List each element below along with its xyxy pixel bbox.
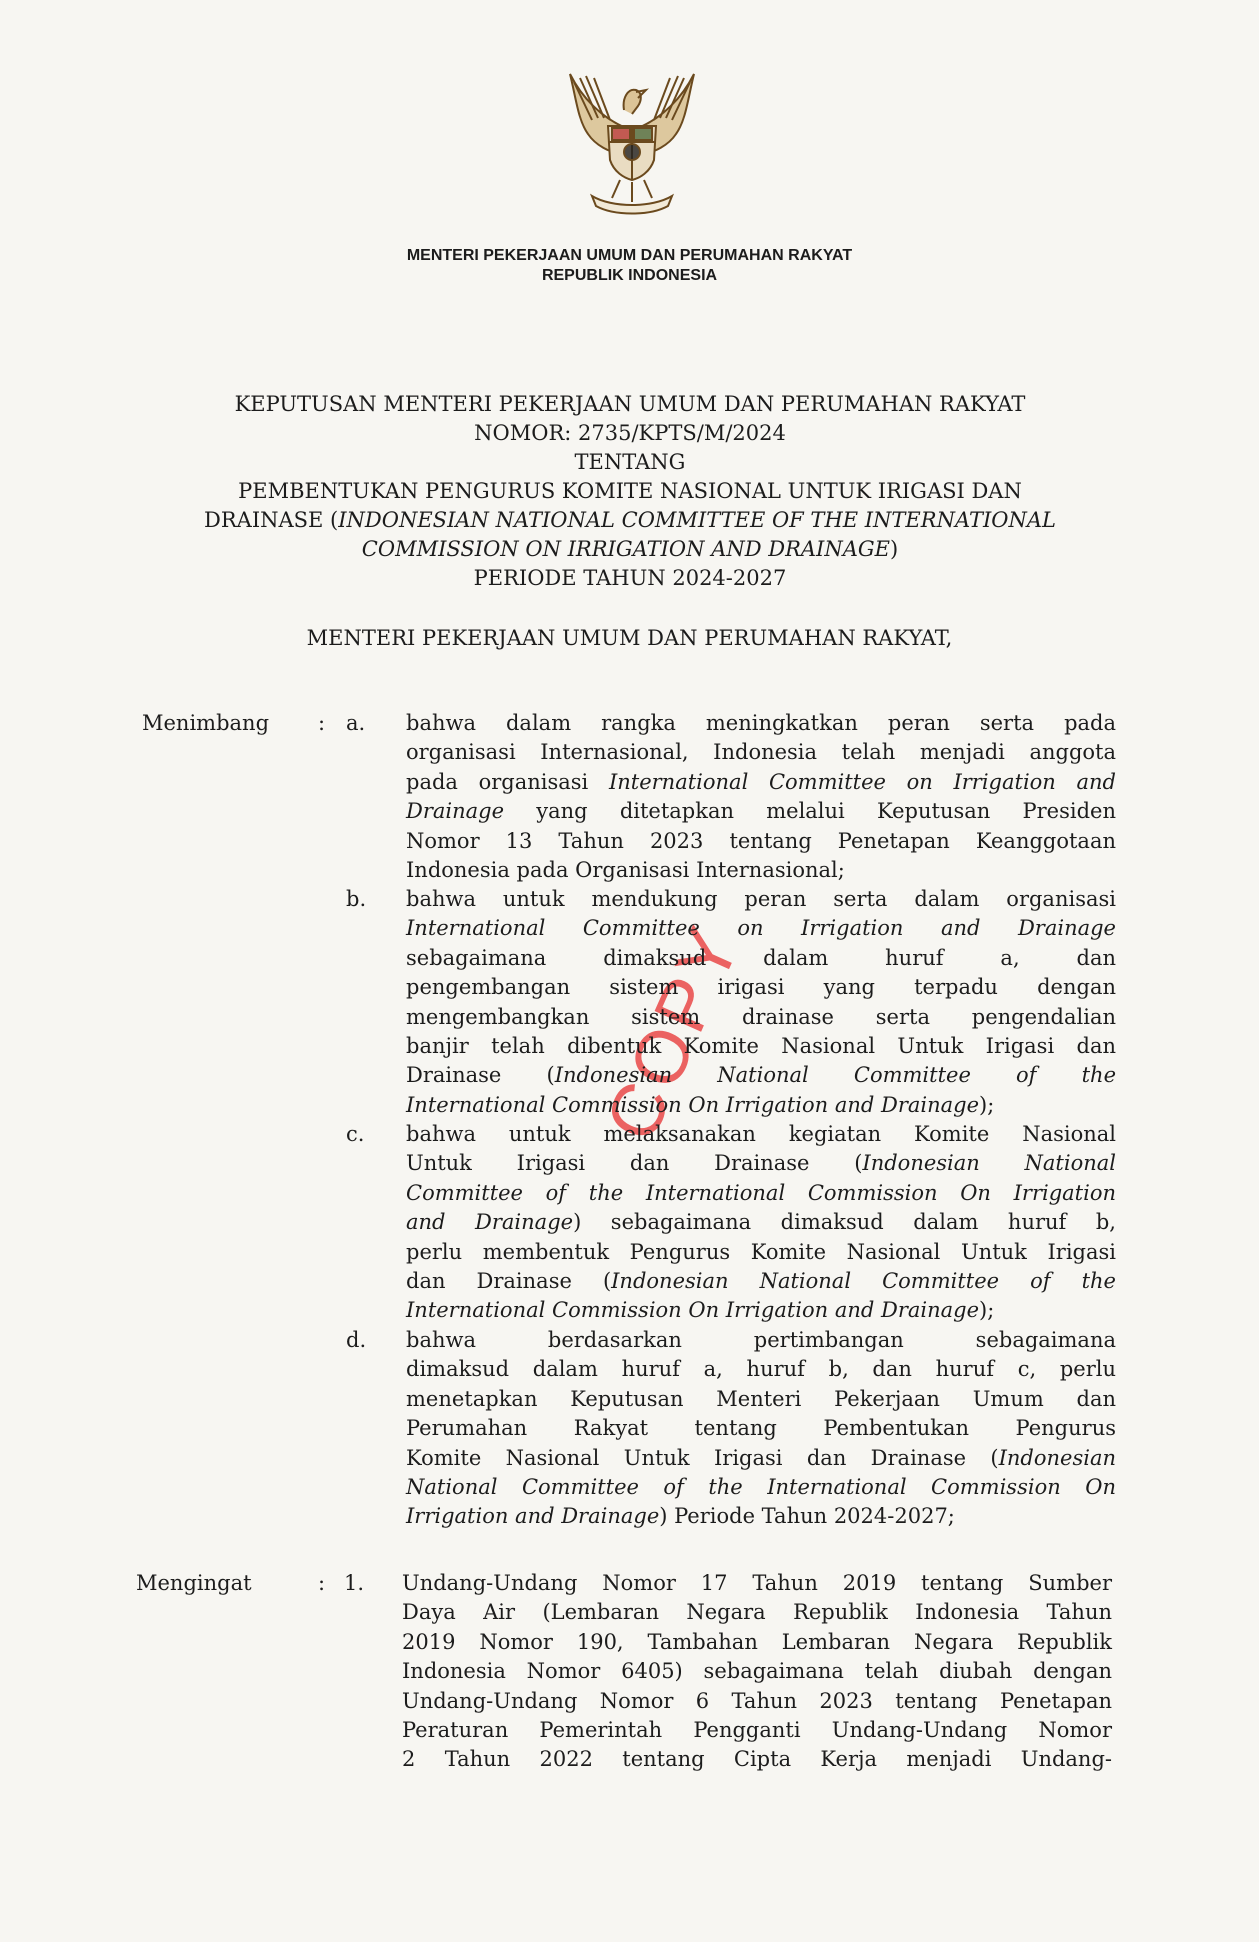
text-line: mengembangkan sistem drainase serta pengendalian xyxy=(406,1004,1116,1029)
text-part: ); xyxy=(979,1298,995,1323)
text-line: 2 Tahun 2022 tentang Cipta Kerja menjadi Undang- xyxy=(402,1747,1112,1772)
text-line xyxy=(406,1267,1116,1296)
item-marker: b. xyxy=(346,887,367,911)
title-line: PEMBENTUKAN PENGURUS KOMITE NASIONAL UNTUK IRIGASI DAN xyxy=(238,479,1022,503)
text-italic: International Committee on Irrigation and xyxy=(608,769,1116,794)
text-italic: Drainage xyxy=(406,799,505,824)
text-part: Komite Nasional Untuk Irigasi dan Drainase ( xyxy=(406,1445,999,1470)
text-line: dimaksud dalam huruf a, huruf b, dan huruf c, perlu xyxy=(406,1357,1116,1382)
item-text xyxy=(406,1326,1116,1532)
text-italic: Indonesian National Committee of the xyxy=(611,1269,1116,1294)
text-part: Untuk Irigasi dan Drainase ( xyxy=(406,1151,863,1176)
text-line: bahwa untuk melaksanakan kegiatan Komite Nasional xyxy=(406,1122,1116,1146)
text-line: banjir telah dibentuk Komite Nasional Untuk Irigasi dan xyxy=(406,1034,1116,1059)
text-line xyxy=(406,1179,1116,1208)
text-line: Indonesia pada Organisasi Internasional; xyxy=(406,858,845,883)
text-line xyxy=(406,1296,1116,1325)
text-part: ) Periode Tahun 2024-2027; xyxy=(659,1504,955,1529)
text-line: Undang-Undang Nomor 17 Tahun 2019 tentang Sumber xyxy=(402,1571,1112,1595)
ministry-name: MENTERI PEKERJAAN UMUM DAN PERUMAHAN RAKYAT xyxy=(406,247,853,264)
text-line xyxy=(406,1149,1116,1178)
ministry-header xyxy=(0,246,1259,286)
text-line: 2019 Nomor 190, Tambahan Lembaran Negara Republik xyxy=(402,1629,1112,1654)
section-colon: : xyxy=(318,711,326,735)
text-line xyxy=(406,1502,1116,1531)
text-line: bahwa berdasarkan pertimbangan sebagaimana xyxy=(406,1328,1116,1352)
copy-watermark: COPY xyxy=(589,912,757,1153)
title-about: TENTANG xyxy=(574,450,686,474)
item-text xyxy=(406,709,1116,885)
title-period: PERIODE TAHUN 2024-2027 xyxy=(473,566,787,590)
decree-number: NOMOR: 2735/KPTS/M/2024 xyxy=(474,421,786,445)
item-marker: a. xyxy=(346,711,366,735)
text-italic: International Commission On Irrigation and Drainage xyxy=(406,1298,980,1323)
text-line xyxy=(406,1444,1116,1473)
text-italic: and Drainage xyxy=(406,1210,574,1235)
section-label: Menimbang xyxy=(142,711,270,735)
text-italic: Irrigation and Drainage xyxy=(406,1504,660,1529)
item-marker: 1. xyxy=(344,1571,365,1595)
text-italic: National Committee of the International Commission On xyxy=(406,1475,1116,1500)
text-part: ); xyxy=(979,1092,995,1117)
text-line: Daya Air (Lembaran Negara Republik Indonesia Tahun xyxy=(402,1600,1112,1625)
section-label: Mengingat xyxy=(136,1571,252,1595)
text-line: bahwa untuk mendukung peran serta dalam organisasi xyxy=(406,887,1116,911)
text-part: pada organisasi xyxy=(406,769,609,794)
text-italic: International Commission On Irrigation and Drainage xyxy=(406,1092,980,1117)
text-line xyxy=(406,1473,1116,1502)
text-line: Peraturan Pemerintah Pengganti Undang-Undang Nomor xyxy=(402,1718,1112,1743)
text-line xyxy=(406,1208,1116,1237)
decree-title xyxy=(110,390,1150,593)
text-italic: Indonesian National Committee of the xyxy=(554,1063,1116,1088)
text-line: organisasi Internasional, Indonesia telah menjadi anggota xyxy=(406,740,1116,765)
item-text xyxy=(402,1569,1112,1775)
minister-line: MENTERI PEKERJAAN UMUM DAN PERUMAHAN RAKYAT, xyxy=(306,626,953,650)
garuda-emblem-icon xyxy=(562,68,702,218)
text-italic: Indonesian National xyxy=(862,1151,1116,1176)
item-text xyxy=(406,885,1116,1120)
text-line xyxy=(406,1061,1116,1090)
title-text: DRAINASE ( xyxy=(204,508,339,532)
item-marker: d. xyxy=(346,1328,367,1352)
country-name: REPUBLIK INDONESIA xyxy=(541,267,718,284)
title-line xyxy=(110,535,1150,564)
title-text: ) xyxy=(890,537,899,561)
text-line xyxy=(406,1091,1116,1120)
text-line xyxy=(406,768,1116,797)
text-line: Indonesia Nomor 6405) sebagaimana telah diubah dengan xyxy=(402,1659,1112,1684)
text-line xyxy=(406,797,1116,826)
text-line: Nomor 13 Tahun 2023 tentang Penetapan Keanggotaan xyxy=(406,828,1116,853)
text-line: pengembangan sistem irigasi yang terpadu dengan xyxy=(406,975,1116,1000)
text-italic: International Committee on Irrigation and Drainage xyxy=(406,916,1116,941)
text-italic: Indonesian xyxy=(998,1445,1116,1470)
text-part: dan Drainase ( xyxy=(406,1269,612,1294)
title-line xyxy=(110,506,1150,535)
item-text xyxy=(406,1120,1116,1326)
text-part: yang ditetapkan melalui Keputusan Presiden xyxy=(504,799,1116,824)
text-line xyxy=(406,914,1116,943)
text-line: bahwa dalam rangka meningkatkan peran serta pada xyxy=(406,711,1116,735)
text-part: Drainase ( xyxy=(406,1063,555,1088)
text-italic: Committee of the International Commission On Irrigation xyxy=(406,1180,1116,1205)
text-line: Undang-Undang Nomor 6 Tahun 2023 tentang Penetapan xyxy=(402,1688,1112,1713)
title-line: KEPUTUSAN MENTERI PEKERJAAN UMUM DAN PERUMAHAN RAKYAT xyxy=(234,392,1026,416)
text-line: sebagaimana dimaksud dalam huruf a, dan xyxy=(406,945,1116,970)
title-italic: COMMISSION ON IRRIGATION AND DRAINAGE xyxy=(361,537,890,561)
title-italic: INDONESIAN NATIONAL COMMITTEE OF THE INTERNATIONAL xyxy=(338,508,1056,532)
item-marker: c. xyxy=(346,1122,365,1146)
text-line: menetapkan Keputusan Menteri Pekerjaan Umum dan xyxy=(406,1386,1116,1411)
text-line: perlu membentuk Pengurus Komite Nasional Untuk Irigasi xyxy=(406,1239,1116,1264)
text-line: Perumahan Rakyat tentang Pembentukan Pengurus xyxy=(406,1416,1116,1441)
section-colon: : xyxy=(318,1571,326,1595)
text-part: ) sebagaimana dimaksud dalam huruf b, xyxy=(573,1210,1116,1235)
